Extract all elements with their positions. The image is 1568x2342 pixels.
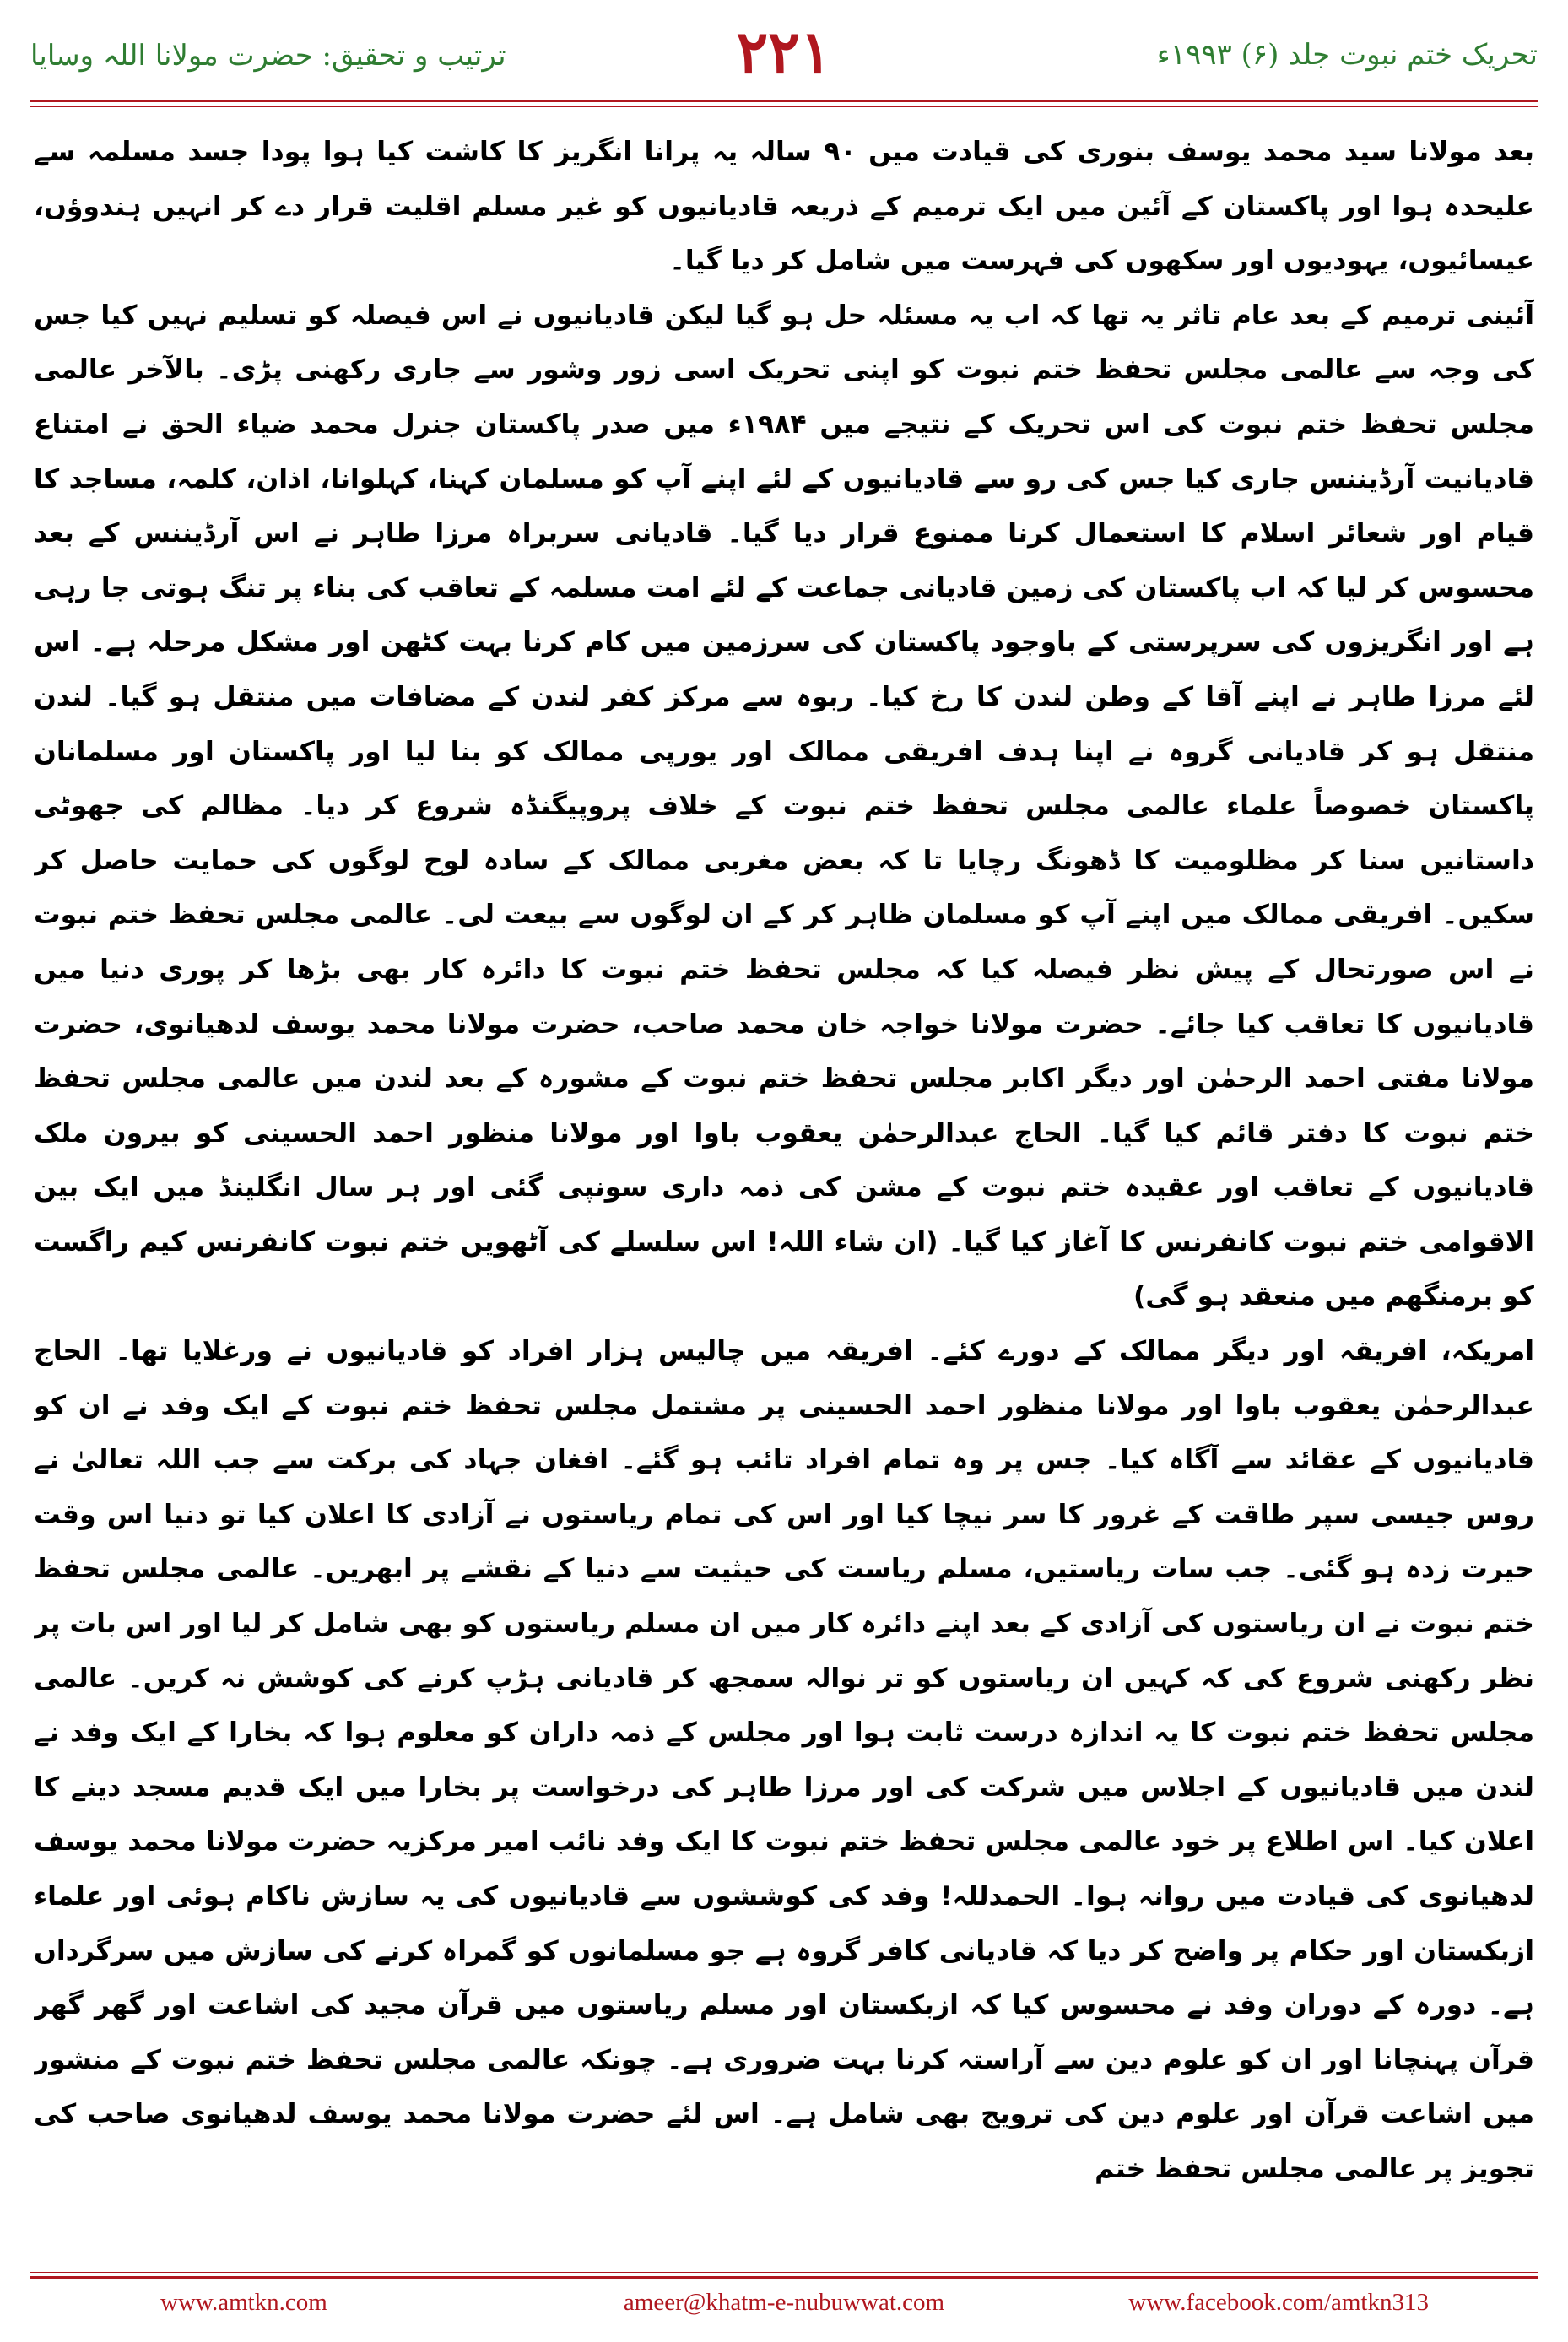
paragraph-3: امریکہ، افریقہ اور دیگر ممالک کے دورے کئے۔ افریقہ میں چالیس ہزار افراد کو قادیانیوں نے ورغلایا تھا۔ الحاج عبدالرحمٰن یعقوب باوا اور مولانا منظور احمد الحسینی پر مشتمل مجلس تحفظ ختم نبوت کے ایک وفد نے ان کو قادیانیوں کے عقائد سے آگاہ کیا۔ جس پر وہ تمام افراد تائب ہو گئے۔ افغان جہاد کی برکت سے جب اللہ تعالیٰ نے روس جیسی سپر طاقت کے غرور کا سر نیچا کیا اور اس کی تمام ریاستوں نے آزادی کا اعلان کیا تو دنیا اس وقت حیرت زدہ ہو گئی۔ جب سات ریاستیں، مسلم ریاست کی حیثیت سے دنیا کے نقشے پر ابھریں۔ عالمی مجلس تحفظ ختم نبوت نے ان ریاستوں کی آزادی کے بعد اپنے دائرہ کار میں ان مسلم ریاستوں کو بھی شامل کر لیا اور اس بات پر نظر رکھنی شروع کی کہ کہیں ان ریاستوں کو تر نوالہ سمجھ کر قادیانی ہڑپ کرنے کی کوشش نہ کریں۔ عالمی مجلس تحفظ ختم نبوت کا یہ اندازہ درست ثابت ہوا اور مجلس کے ذمہ داران کو معلوم ہوا کہ بخارا کے ایک وفد نے لندن میں قادیانیوں کے اجلاس میں شرکت کی اور مرزا طاہر کی درخواست پر بخارا میں ایک قدیم مسجد دینے کا اعلان کیا۔ اس اطلاع پر خود عالمی مجلس تحفظ ختم نبوت کا ایک وفد نائب امیر مرکزیہ حضرت مولانا محمد یوسف لدھیانوی کی قیادت میں روانہ ہوا۔ الحمدللہ! وفد کی کوششوں سے قادیانیوں کی یہ سازش ناکام ہوئی اور علماء ازبکستان اور حکام پر واضح کر دیا کہ قادیانی کافر گروہ ہے جو مسلمانوں کو گمراہ کرنے کی سازش میں سرگرداں ہے۔ دورہ کے دوران وفد نے محسوس کیا کہ ازبکستان اور مسلم ریاستوں میں قرآن مجید کی اشاعت اور گھر گھر قرآن پہنچانا اور ان کو علوم دین سے آراستہ کرنا بہت ضروری ہے۔ چونکہ عالمی مجلس تحفظ ختم نبوت کے منشور میں اشاعت قرآن اور علوم دین کی ترویج بھی شامل ہے۔ اس لئے حضرت مولانا محمد یوسف لدھیانوی صاحب کی تجویز پر عالمی مجلس تحفظ ختم bbox=[34, 1336, 1534, 2184]
header-rule-thin bbox=[30, 106, 1538, 107]
page-number: ۲۲۱ bbox=[736, 17, 832, 87]
facebook-link[interactable]: www.facebook.com/amtkn313 bbox=[1128, 2289, 1429, 2316]
website-link[interactable]: www.amtkn.com bbox=[160, 2289, 327, 2316]
paragraph-1: بعد مولانا سید محمد یوسف بنوری کی قیادت میں ۹۰ سالہ یہ پرانا انگریز کا کاشت کیا ہوا پودا جسد مسلمہ سے علیحدہ ہوا اور پاکستان کے آئین میں ایک ترمیم کے ذریعہ قادیانیوں کو غیر مسلم اقلیت قرار دے کر انہیں ہندوؤں، عیسائیوں، یہودیوں اور سکھوں کی فہرست میں شامل کر دیا گیا۔ bbox=[34, 137, 1534, 277]
footer-rule-thick bbox=[30, 2276, 1538, 2279]
article-body bbox=[34, 125, 1534, 2231]
email-link[interactable]: ameer@khatm-e-nubuwwat.com bbox=[623, 2289, 945, 2316]
paragraph-2: آئینی ترمیم کے بعد عام تاثر یہ تھا کہ اب یہ مسئلہ حل ہو گیا لیکن قادیانیوں نے اس فیصلہ کو تسلیم نہیں کیا جس کی وجہ سے عالمی مجلس تحفظ ختم نبوت کو اپنی تحریک اسی زور وشور سے جاری رکھنی پڑی۔ بالآخر عالمی مجلس تحفظ ختم نبوت کی اس تحریک کے نتیجے میں ۱۹۸۴ء میں صدر پاکستان جنرل محمد ضیاء الحق نے امتناع قادیانیت آرڈیننس جاری کیا جس کی رو سے قادیانیوں کے لئے اپنے آپ کو مسلمان کہنا، کہلوانا، اذان، کلمہ، مساجد کا قیام اور شعائر اسلام کا استعمال کرنا ممنوع قرار دیا گیا۔ قادیانی سربراہ مرزا طاہر نے اس آرڈیننس کے بعد محسوس کر لیا کہ اب پاکستان کی زمین قادیانی جماعت کے لئے امت مسلمہ کے تعاقب کی بناء پر تنگ ہوتی جا رہی ہے اور انگریزوں کی سرپرستی کے باوجود پاکستان کی سرزمین میں کام کرنا بہت کٹھن اور مشکل مرحلہ ہے۔ اس لئے مرزا طاہر نے اپنے آقا کے وطن لندن کا رخ کیا۔ ربوہ سے مرکز کفر لندن کے مضافات میں منتقل ہو گیا۔ لندن منتقل ہو کر قادیانی گروہ نے اپنا ہدف افریقی ممالک اور یورپی ممالک کو بنا لیا اور پاکستان اور مسلمانان پاکستان خصوصاً علماء عالمی مجلس تحفظ ختم نبوت کے خلاف پروپیگنڈہ شروع کر دیا۔ مظالم کی جھوٹی داستانیں سنا کر مظلومیت کا ڈھونگ رچایا تا کہ بعض مغربی ممالک کے سادہ لوح لوگوں کی حمایت حاصل کر سکیں۔ افریقی ممالک میں اپنے آپ کو مسلمان ظاہر کر کے ان لوگوں سے بیعت لی۔ عالمی مجلس تحفظ ختم نبوت نے اس صورتحال کے پیش نظر فیصلہ کیا کہ مجلس تحفظ ختم نبوت کا دائرہ کار بھی بڑھا کر پوری دنیا میں قادیانیوں کا تعاقب کیا جائے۔ حضرت مولانا خواجہ خان محمد صاحب، حضرت مولانا محمد یوسف لدھیانوی، حضرت مولانا مفتی احمد الرحمٰن اور دیگر اکابر مجلس تحفظ ختم نبوت کے مشورہ کے بعد لندن میں عالمی مجلس تحفظ ختم نبوت کا دفتر قائم کیا گیا۔ الحاج عبدالرحمٰن یعقوب باوا اور مولانا منظور احمد الحسینی کو بیرون ملک قادیانیوں کے تعاقب اور عقیدہ ختم نبوت کے مشن کی ذمہ داری سونپی گئی اور ہر سال انگلینڈ میں ایک بین الاقوامی ختم نبوت کانفرنس کا آغاز کیا گیا۔ (ان شاء اللہ! اس سلسلے کی آٹھویں ختم نبوت کانفرنس کیم راگست کو برمنگھم میں منعقد ہو گی) bbox=[34, 300, 1534, 1312]
page-header bbox=[0, 0, 1568, 127]
header-rule-thick bbox=[30, 100, 1538, 102]
header-book-title: تحریک ختم نبوت جلد (۶) ۱۹۹۳ء bbox=[1156, 38, 1538, 72]
footer-rule-thin bbox=[30, 2272, 1538, 2273]
header-compiler-credit: ترتیب و تحقیق: حضرت مولانا اللہ وسایا bbox=[30, 39, 506, 73]
